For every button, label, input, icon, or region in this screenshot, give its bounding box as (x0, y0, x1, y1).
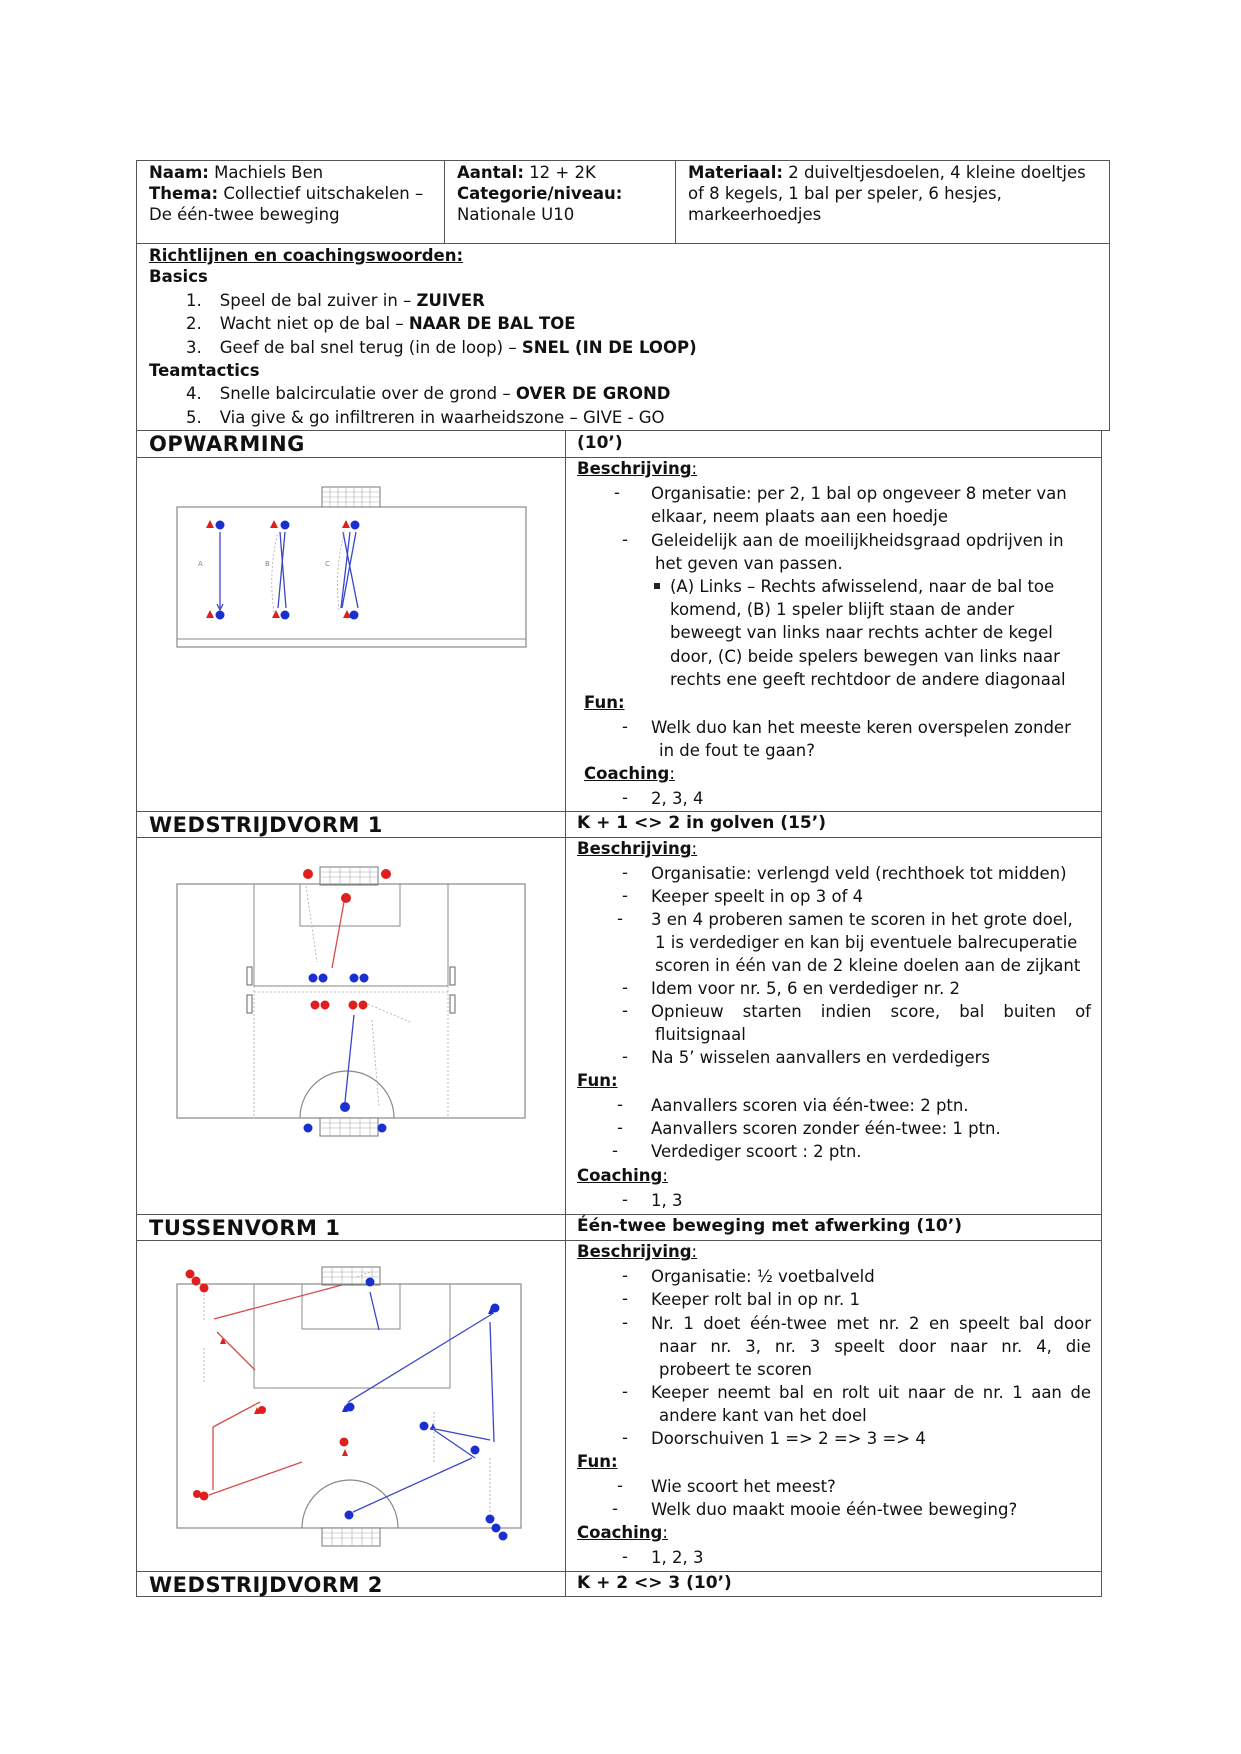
desc-line: Idem voor nr. 5, 6 en verdediger nr. 2 (651, 979, 961, 998)
fun-line: Verdediger scoort : 2 ptn. (651, 1142, 862, 1161)
desc-line: Keeper speelt in op 3 of 4 (651, 887, 864, 906)
desc-line: fluitsignaal (655, 1025, 746, 1044)
bullet-dash: - (622, 1266, 628, 1285)
teamtactics-heading: Teamtactics (149, 361, 260, 380)
desc-line: Keeper neemt bal en rolt uit naar de nr. 1 aan de (651, 1383, 1091, 1402)
coaching-label: Coaching: (584, 764, 675, 783)
desc-line: Organisatie: verlengd veld (rechthoek tot midden) (651, 864, 1067, 883)
goal-top (320, 867, 378, 885)
section-title: OPWARMING (149, 432, 305, 456)
desc-line: Keeper rolt bal in op nr. 1 (651, 1290, 860, 1309)
materiaal-row-3: markeerhoedjes (688, 205, 822, 224)
desc-line: Organisatie: ½ voetbalveld (651, 1267, 875, 1286)
desc-line: probeert te scoren (659, 1360, 812, 1379)
fun-label: Fun: (584, 693, 625, 712)
bullet-dash: - (622, 1428, 628, 1447)
column-divider (565, 431, 566, 1597)
bullet-dash: - (622, 863, 628, 882)
desc-line: beweegt van links naar rechts achter de kegel (670, 623, 1053, 642)
section-subtitle: K + 2 <> 3 (10’) (577, 1573, 732, 1593)
bullet-dash: - (622, 978, 628, 997)
bullet-dash: - (622, 530, 628, 549)
desc-line: 3 en 4 proberen samen te scoren in het grote doel, (651, 910, 1073, 929)
coaching-value: 1, 2, 3 (651, 1548, 704, 1567)
naam-row: Naam: Machiels Ben (149, 163, 324, 182)
guideline-item: 4. Snelle balcirculatie over de grond – OVER DE GROND (186, 384, 671, 403)
section-subtitle: K + 1 <> 2 in golven (15’) (577, 813, 826, 833)
bullet-dash: - (617, 1476, 623, 1495)
desc-line: Opnieuw starten indien score, bal buiten of (651, 1002, 1091, 1021)
desc-line: 1 is verdediger en kan bij eventuele balrecuperatie (655, 933, 1078, 952)
fun-label: Fun: (577, 1452, 618, 1471)
bullet-dash: - (622, 1190, 628, 1209)
bullet-dash: - (612, 1141, 618, 1160)
warmup-diagram (170, 484, 532, 654)
goal-bottom (320, 1118, 378, 1136)
label-c: C (325, 560, 330, 568)
fun-label: Fun: (577, 1071, 618, 1090)
divider (444, 160, 445, 244)
desc-line: Organisatie: per 2, 1 bal op ongeveer 8 meter van (651, 484, 1067, 503)
basics-heading: Basics (149, 267, 208, 286)
beschrijving-label: Beschrijving: (577, 839, 698, 858)
fun-line: Aanvallers scoren zonder één-twee: 1 ptn. (651, 1119, 1001, 1138)
desc-line: (A) Links – Rechts afwisselend, naar de bal toe (670, 577, 1055, 596)
desc-line: door, (C) beide spelers bewegen van links naar (670, 647, 1060, 666)
fun-line: Wie scoort het meest? (651, 1477, 836, 1496)
match1-diagram (172, 862, 530, 1142)
bullet-dash: - (622, 1001, 628, 1020)
bullet-dash: - (614, 483, 620, 502)
bullet-dash: - (617, 909, 623, 928)
bullet-dash: - (622, 886, 628, 905)
bullet-dash: - (617, 1095, 623, 1114)
beschrijving-label: Beschrijving: (577, 459, 698, 478)
thema-row-2: De één-twee beweging (149, 205, 340, 224)
section-subtitle: Één-twee beweging met afwerking (10’) (577, 1216, 962, 1236)
guideline-item: 2. Wacht niet op de bal – NAAR DE BAL TOE (186, 314, 576, 333)
desc-line: Doorschuiven 1 => 2 => 3 => 4 (651, 1429, 926, 1448)
coaching-value: 1, 3 (651, 1191, 683, 1210)
bullet-dash: - (622, 1547, 628, 1566)
desc-line: komend, (B) 1 speler blijft staan de ander (670, 600, 1015, 619)
bullet-dash: - (622, 788, 628, 807)
desc-line: rechts ene geeft rechtdoor de andere diagonaal (670, 670, 1066, 689)
fun-line: Welk duo maakt mooie één-twee beweging? (651, 1500, 1018, 1519)
beschrijving-label: Beschrijving: (577, 1242, 698, 1261)
divider (675, 160, 676, 244)
guideline-item: 3. Geef de bal snel terug (in de loop) – SNEL (IN DE LOOP) (186, 338, 697, 357)
tussenvorm-diagram (172, 1262, 534, 1558)
desc-line: elkaar, neem plaats aan een hoedje (651, 507, 949, 526)
square-bullet (654, 583, 660, 589)
fun-line: Welk duo kan het meeste keren overspelen zonder (651, 718, 1071, 737)
fun-line: Aanvallers scoren via één-twee: 2 ptn. (651, 1096, 969, 1115)
goal-bottom (322, 1528, 380, 1546)
desc-line: Nr. 1 doet één-twee met nr. 2 en speelt bal door (651, 1314, 1091, 1333)
bullet-dash: - (622, 1047, 628, 1066)
bullet-dash: - (617, 1118, 623, 1137)
materiaal-row-2: of 8 kegels, 1 bal per speler, 6 hesjes, (688, 184, 1002, 203)
desc-line: Geleidelijk aan de moeilijkheidsgraad opdrijven in (651, 531, 1064, 550)
coaching-label: Coaching: (577, 1523, 668, 1542)
aantal-row: Aantal: 12 + 2K (457, 163, 596, 182)
categorie-label: Categorie/niveau: (457, 184, 623, 203)
bullet-dash: - (622, 717, 628, 736)
desc-line: naar nr. 3, nr. 3 speelt door naar nr. 4, die (659, 1337, 1091, 1356)
section-subtitle: (10’) (577, 433, 623, 453)
bullet-dash: - (622, 1313, 628, 1332)
materiaal-row: Materiaal: 2 duiveltjesdoelen, 4 kleine doeltjes (688, 163, 1086, 182)
guidelines-title: Richtlijnen en coachingswoorden: (149, 246, 464, 265)
fun-line: in de fout te gaan? (659, 741, 816, 760)
desc-line: het geven van passen. (655, 554, 843, 573)
section-title: WEDSTRIJDVORM 2 (149, 1573, 383, 1597)
guideline-item: 5. Via give & go infiltreren in waarheidszone – GIVE - GO (186, 408, 665, 427)
section-title: TUSSENVORM 1 (149, 1216, 341, 1240)
categorie-value: Nationale U10 (457, 205, 575, 224)
thema-row: Thema: Collectief uitschakelen – (149, 184, 424, 203)
bullet-dash: - (622, 1382, 628, 1401)
section-title: WEDSTRIJDVORM 1 (149, 813, 383, 837)
desc-line: scoren in één van de 2 kleine doelen aan de zijkant (655, 956, 1081, 975)
label-a: A (198, 560, 203, 568)
desc-line: andere kant van het doel (659, 1406, 867, 1425)
desc-line: Na 5’ wisselen aanvallers en verdedigers (651, 1048, 990, 1067)
label-b: B (265, 560, 270, 568)
bullet-dash: - (622, 1289, 628, 1308)
coaching-label: Coaching: (577, 1166, 668, 1185)
coaching-value: 2, 3, 4 (651, 789, 704, 808)
guideline-item: 1. Speel de bal zuiver in – ZUIVER (186, 291, 485, 310)
bullet-dash: - (612, 1499, 618, 1518)
